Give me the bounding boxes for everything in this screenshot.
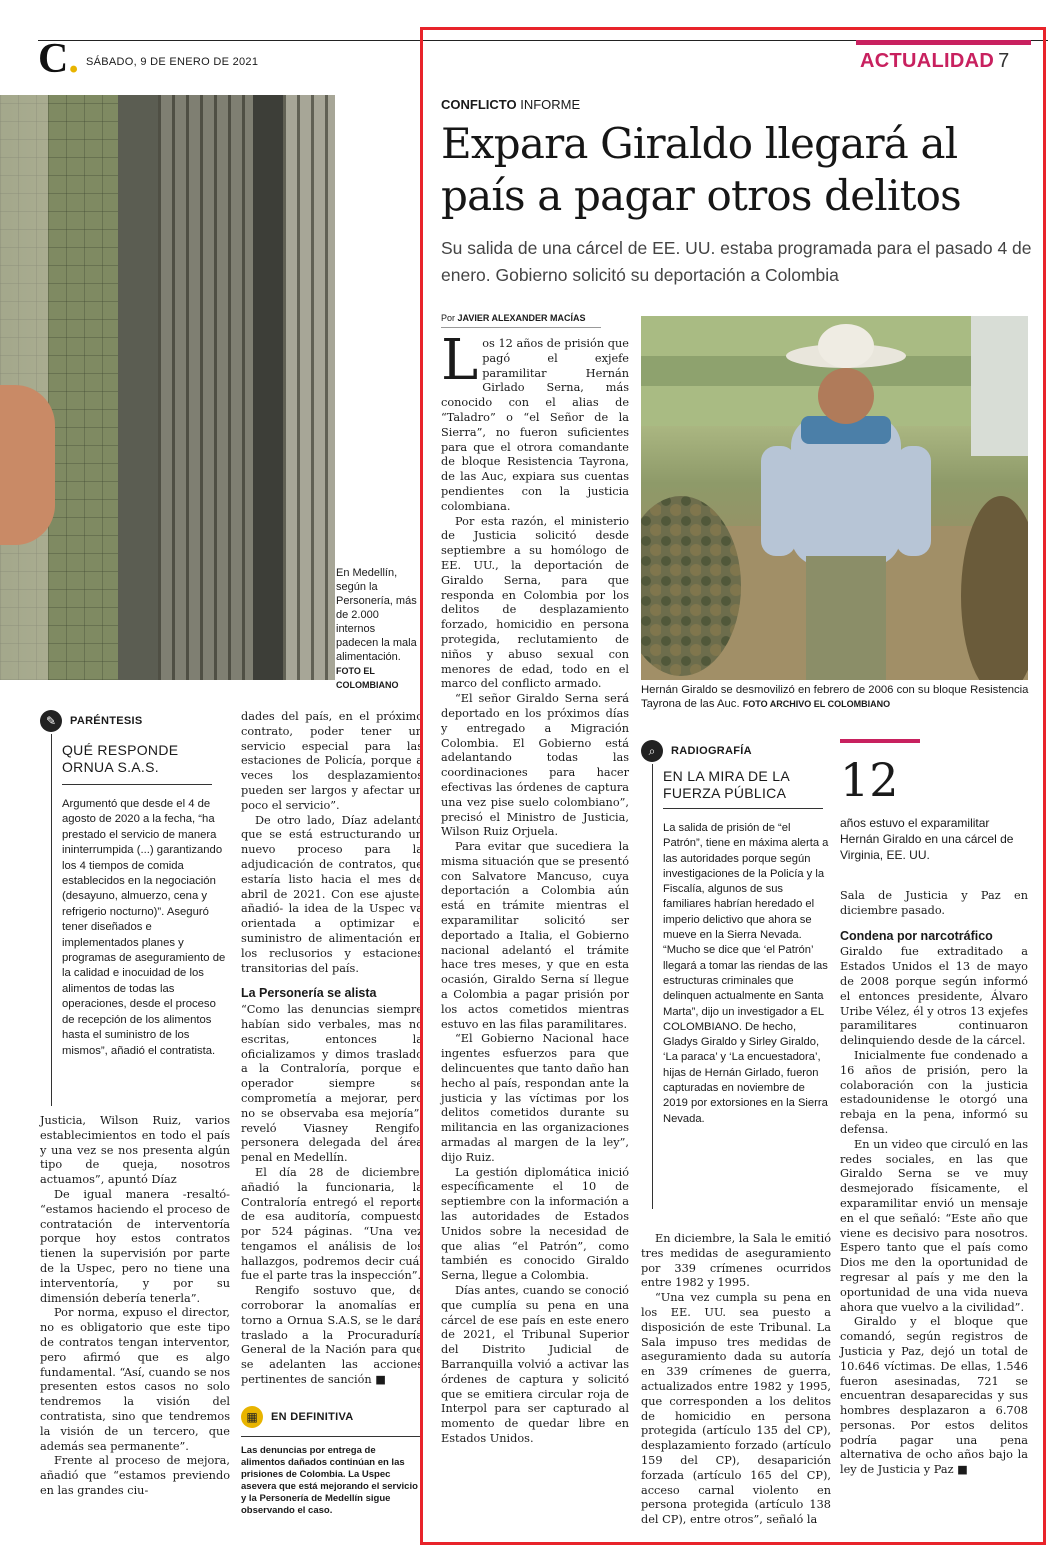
article-kicker: CONFLICTO INFORME [441,97,581,112]
en-definitiva-text: Las denuncias por entrega de alimentos dañados continúan en las prisiones de Colombia. La Uspec asevera que está mejorando el servicio y la Personería de Medellín sigue observando el caso. [241,1436,421,1517]
radiografia-box [641,740,831,1209]
paragraph: Inicialmente fue condenado a 16 años de prisión, pero la colaboración con la justicia estadounidense le otorgó una rebaja en la pena, informó su defensa. [840,1048,1028,1136]
narcotrafico-subhead: Condena por narcotráfico [840,928,993,943]
paragraph: Giraldo y el bloque que comandó, según registros de Justicia y Paz, dejó un total de 10.646 víctimas. De ellas, 1.546 fueron asesinadas, 721 se encuentran desaparecidas y sus hombres desplazaron a 6.708 personas. Por estos delitos podría pagar una pena alternativa de ocho años bajo la ley de Justicia y Paz ■ [840,1315,1028,1477]
radiografia-body: La salida de prisión de “el Patrón”, tiene en máxima alerta a las autoridades porque según investigaciones de la Policía y la Fiscalía, algunos de sus familiares habrían heredado el imperio delictivo que ahora se mueve en la Sierra Nevada. “Mucho se dice que ‘el Patrón’ llegará a tomar las riendas de las estructuras criminales que delinquen actualmente en Santa Marta”, dijo un investigador a EL COLOMBIANO. De hecho, Gladys Giraldo y Sirley Giraldo, ‘La paraca’ y ‘La encuestadora’, hijas de Hernán Girlado, fueron capturadas en noviembre de 2019 por extorsiones en la Sierra Nevada. [663,822,829,1125]
paragraph: “El Gobierno Nacional hace ingentes esfuerzos para que delincuentes que tanto daño han hecho al país, respondan ante la justicia y las víctimas por los delitos cometidos durante su militancia en las organizaciones armadas al margen de la ley”, dijo Ruiz. [441,1032,629,1164]
stat-number: 12 [840,753,899,807]
article-column-2 [641,1232,831,1528]
cell-door [283,95,335,680]
paragraph: Sala de Justicia y Paz en diciembre pasado. [840,889,1028,917]
section-label: ACTUALIDAD 7 [860,50,1010,72]
paragraph: os 12 años de prisión que pagó el exjefe paramilitar Hernán Girlado Serna, más conocido con el alias de “Taladro” o “el Señor de la Sierra”, no fueron suficientes para que el otrora comandante de bloque Resistencia Tayrona, de las Auc, expiara sus cuentas pendientes con la justicia colombiana. [441,337,629,513]
issue-date: SÁBADO, 9 DE ENERO DE 2021 [86,56,259,68]
paragraph: El día 28 de diciembre, añadió la funcionaria, la Contraloría entregó el reporte de esa auditoría, compuesto por 524 páginas. “Una vez tengamos el análisis de los hallazgos, podremos decir cuál fue el parte tras la inspección”. [241,1165,423,1283]
tiled-column [48,95,118,680]
paragraph: “Una vez cumpla su pena en los EE. UU. sea puesto a disposición de este Tribunal. La Sala impuso tres medidas de aseguramiento dada su autoría en 339 crímenes de guerra, actualizados entre 1982 y 1995, que corresponden a los delitos de homicidio en persona protegida (artículo 135 del CP), desplazamiento forzado (artículo 159 del CP), desaparición forzada (artículo 165 del CP), acceso carnal violento en persona protegida (artículo 138 del CP), entre otros”, señaló la [641,1291,831,1527]
stat-accent-bar [840,739,920,743]
arm-shape [0,385,55,545]
parentesis-label: PARÉNTESIS [70,715,143,727]
paragraph: “Como las denuncias siempre habían sido verbales, mas no escritas, entonces la oficializamos y dimos traslado a la Contraloría, porque el operador siempre se comprometía a mejorar, pero no se observaba esa mejoría”, reveló Viasney Rengifo, personera delegada del área penal en Medellín. [241,1003,423,1165]
article-column-3 [840,889,1028,1478]
paragraph: Giraldo fue extraditado a Estados Unidos el 13 de mayo de 2008 porque según informó el entonces presidente, Álvaro Uribe Vélez, él y otros 13 exjefes paramilitares continuaron delinquiendo desde de la cárcel. [840,945,1028,1048]
parentesis-title: QUÉ RESPONDE ORNUA S.A.S. [62,732,212,785]
box-rule [51,734,52,1106]
paragraph: Días antes, cuando se conoció que cumplía su pena en una cárcel de ese país en este enero de 2021, el Tribunal Superior del Distrito Judicial de Barranquilla volvió a activar las órdenes de captura y solicitó que se emitiera circular roja de Interpol para ser capturado al momento de quedar libre en Estados Unidos. [441,1284,629,1445]
newspaper-logo: C. [38,36,79,82]
radiografia-title: EN LA MIRA DE LA FUERZA PÚBLICA [663,762,823,809]
paragraph: dades del país, en el próximo contrato, poder tener un servicio especial para las estaciones de Policía, porque a veces los desplazamientos pueden ser largos y afectar un poco el servicio”. [241,710,423,812]
photo-illustration [641,316,1028,680]
article-column-1 [441,328,630,1447]
left-photo-caption: En Medellín, según la Personería, más de 2.000 internos padecen la mala alimentación. FOTO EL COLOMBIANO [336,567,417,690]
magnifier-icon: ⌕ [641,740,663,762]
door-frame [253,95,283,680]
paragraph: Por esta razón, el ministerio de Justicia solicitó desde septiembre a su homólogo de EE. UU., la deportación de Giraldo Serna, para que responda en Colombia por los delitos de desplazamiento forzado, homicidio en persona protegida, reclutamiento de niños y abuso sexual con menores de edad, todo en el marco del conflicto armado. [441,514,629,691]
parentesis-box [40,710,230,1106]
left-column-a [40,1114,230,1499]
en-definitiva-box [241,1406,421,1517]
pen-icon: ✎ [40,710,62,732]
cell-bars [158,95,253,680]
paragraph: La gestión diplomática inició específicamente el 10 de septiembre con la información a las autoridades de Estados Unidos sobre la necesidad de que alias “el Patrón”, como también es conocido Giraldo Serna, llegue a Colombia. [441,1165,629,1283]
page-number: 7 [998,50,1010,72]
article-deck: Su salida de una cárcel de EE. UU. estaba programada para el pasado 4 de enero. Gobierno solicitó su deportación a Colombia [441,238,1032,285]
paragraph: De igual manera -resaltó- “estamos haciendo el proceso de contratación de interventoría porque hoy estos contratos tienen la supervisión por parte de la Uspec, pero no tiene una interventoría, y por su dimensión debería tenerla”. [40,1187,230,1305]
en-definitiva-label: EN DEFINITIVA [271,1411,354,1423]
door-shadow [118,95,158,680]
paragraph: En diciembre, la Sala le emitió tres medidas de aseguramiento por 339 crímenes ocurridos entre 1982 y 1995. [641,1232,832,1290]
paragraph: Justicia, Wilson Ruiz, varios establecimientos en todo el país y una vez se nos presenta algún tipo de queja, nosotros actuamos”, apuntó Díaz [40,1114,230,1187]
drop-cap: L [441,328,479,393]
giraldo-photo [641,316,1028,680]
paragraph: “El señor Giraldo Serna será deportado en los próximos días y entregado a Migración Colombia. El Gobierno está adelantando todas las coordinaciones para hacer efectivas las órdenes de captura una vez pise suelo colombiano”, precisó el Ministro de Justicia, Wilson Ruiz Orjuela. [441,692,629,839]
byline: Por JAVIER ALEXANDER MACÍAS [441,313,586,323]
radiografia-label: RADIOGRAFÍA [671,745,752,757]
paragraph: Para evitar que sucediera la misma situación que se presentó con Salvatore Mancuso, cuya deportación a Colombia aún está en trámite mientras el exparamilitar solicitó ser deportado a Italia, el Gobierno nacional adelantó el trámite hace tres meses, y que en esta ocasión, Giraldo Serna sí llegue a Colombia a pagar prisión por los actos cometidos mientras estuvo en las filas paramilitares. [441,840,630,1031]
checker-icon: ▦ [241,1406,263,1428]
paragraph: En un video que circuló en las redes sociales, en las que Giraldo Serna se ve muy desmejorado físicamente, el exparamilitar envió un mensaje en el que señaló: “Este año que viene es decisivo para nosotros. Espero tanto que el país como Dios me den la oportunidad de regresar al país y me den la oportunidad de una vida nueva ahora que vuelvo a la civilidad”. [840,1137,1028,1314]
paragraph: Frente al proceso de mejora, añadió que “estamos previendo en las grandes ciu- [40,1454,230,1497]
prison-photo [0,95,335,680]
paragraph: Rengifo sostuvo que, de corroborar la anomalías en torno a Ornua S.A.S, se le dará traslado a la Procuraduría General de la Nación para que se adelanten las acciones pertinentes de sanción ■ [241,1284,423,1387]
paragraph: De otro lado, Díaz adelantó que se está estructurando un nuevo proceso para la adjudicación de contratos, que estaría listo hacia el mes de abril de 2021. Con ese ajuste- añadió- la idea de la Uspec va orientada a optimizar el suministro de alimentación en los reclusorios y estaciones transitorias del país. [241,813,423,975]
main-photo-caption: Hernán Giraldo se desmovilizó en febrero de 2006 con su bloque Resistencia Tayrona de las Auc. FOTO ARCHIVO EL COLOMBIANO [641,684,1029,710]
article-headline: Expara Giraldo llegará al país a pagar otros delitos [441,119,961,220]
parentesis-body: Argumentó que desde el 4 de agosto de 2020 a la fecha, “ha prestado el servicio de manera ininterrumpida (...) garantizando los 4 tiempos de comida establecidos en la negociación (desayuno, almuerzo, cena y refrigerio nocturno)”. Aseguró tener diseñados e implementados planes y programas de aseguramiento de la calidad e inocuidad de los alimentos de todas las operaciones, desde el proceso de recepción de los alimentos hasta el suministro de los mismos”, añadió el contratista. [61,798,226,1057]
personeria-subhead: La Personería se alista [241,986,377,1001]
stat-text: años estuvo el exparamilitar Hernán Giraldo en una cárcel de Virginia, EE. UU. [840,816,1014,862]
left-column-b [241,710,423,1388]
paragraph: Por norma, expuso el director, no es obligatorio que este tipo de contratos tengan interventor, pero afirmó que es algo fundamental. “Así, cuando se nos presenten estos casos no solo tendremos la visión del contratista, sino que tendremos la visión de un tercero, que además sea permanente”. [40,1306,230,1453]
box-rule [652,764,653,1209]
